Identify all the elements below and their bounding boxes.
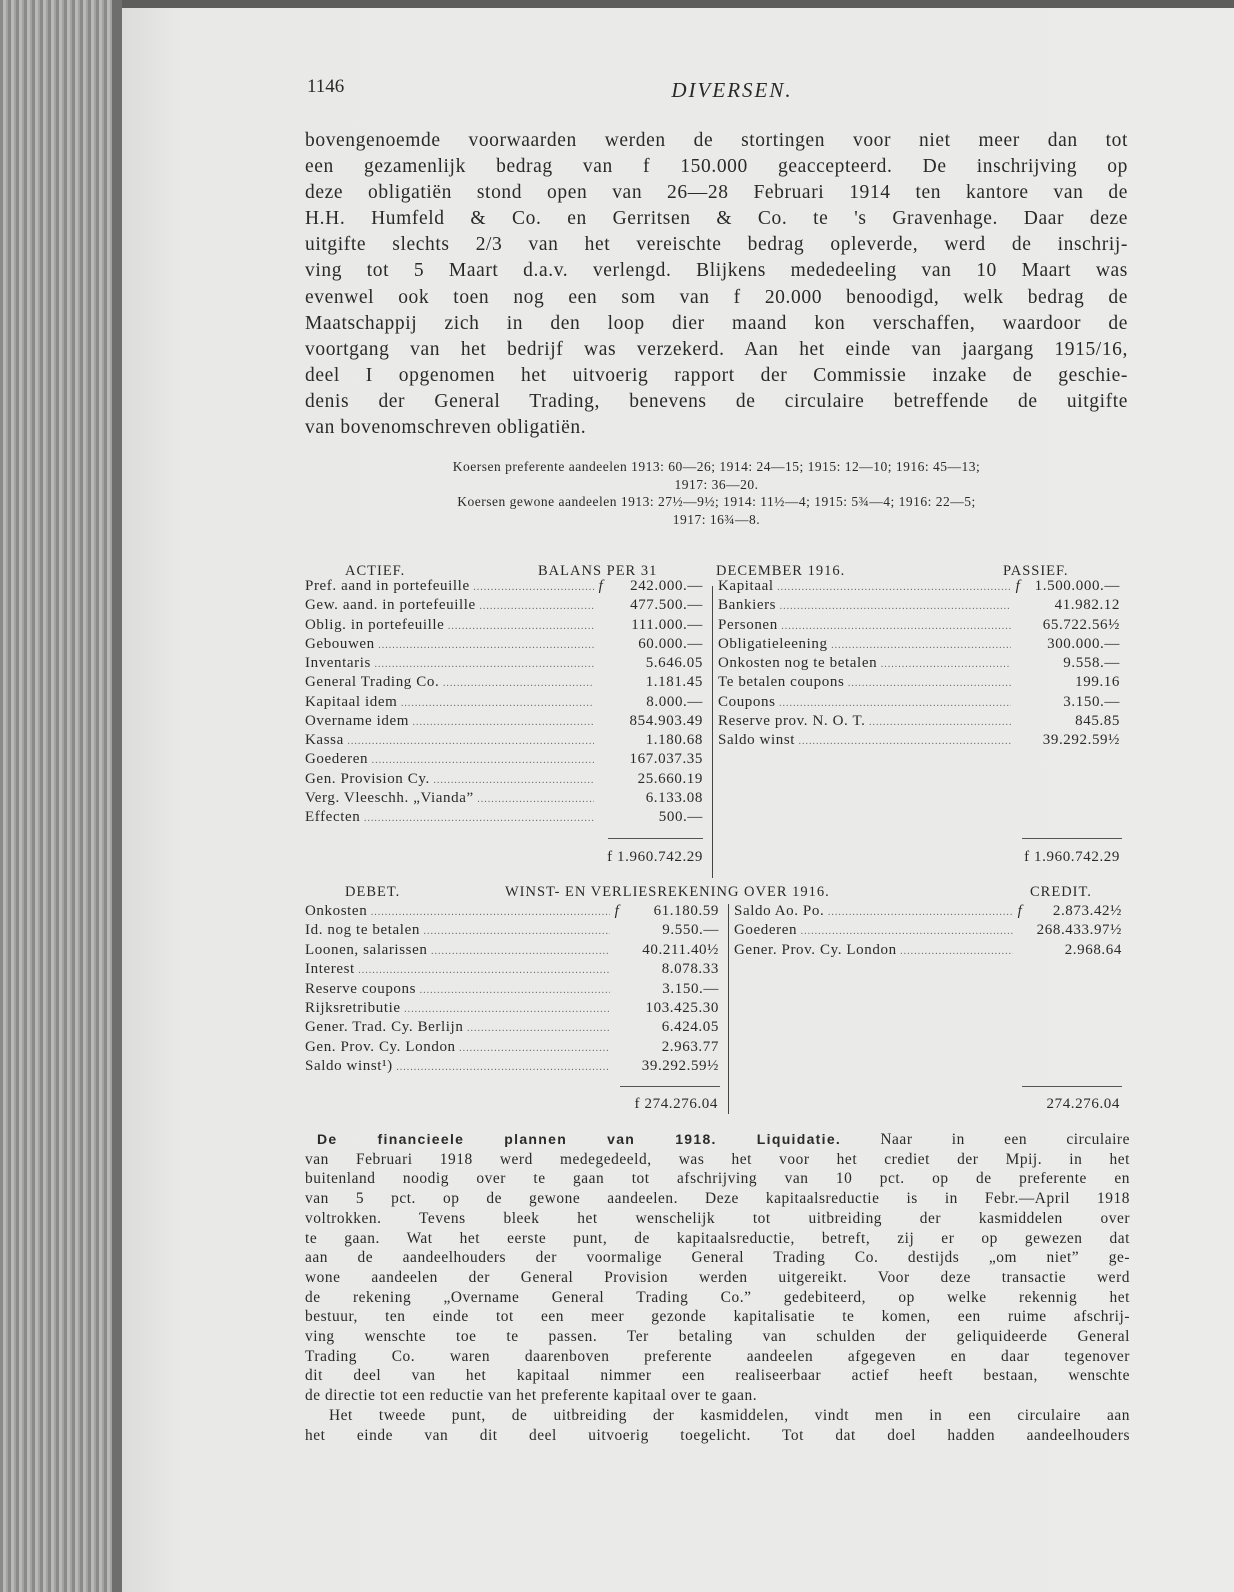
text-line: te gaan. Wat het eerste punt, de kapitaalsreductie, betreft, zij er op gewezen dat [305, 1229, 1130, 1247]
table-row [718, 597, 1120, 616]
row-label: Goederen ..... [305, 751, 594, 768]
text-line: Trading Co. waren daarenboven preferente aandeelen afgegeven en daar tegenover [305, 1347, 1130, 1365]
row-amount: 242.000.— [630, 578, 703, 594]
row-amount: 845.85 [1075, 712, 1120, 729]
debet-total: f 274.276.04 [634, 1096, 718, 1112]
table-row [718, 655, 1120, 674]
row-amount: 2.968.64 [1064, 941, 1122, 958]
row-amount: 2.963.77 [661, 1038, 719, 1055]
row-label: Effecten ..... [305, 809, 594, 826]
table-row [718, 713, 1120, 732]
row-amount: 5.646.05 [645, 655, 703, 671]
row-label: Loonen, salarissen ..... [305, 942, 610, 959]
paragraph-liquidatie [305, 1130, 1130, 1445]
row-amount: 8.000.— [646, 693, 703, 710]
table-row [718, 694, 1120, 713]
row-amount: 103.425.30 [645, 1000, 719, 1016]
row-label: Kassa ..... [305, 732, 594, 749]
text-line: deel I opgenomen het uitvoerig rapport der Commissie inzake de geschie- [305, 364, 1128, 386]
row-label: Onkosten nog te betalen ..... [718, 655, 1011, 672]
row-amount: 1.180.68 [645, 732, 703, 748]
table-row [718, 617, 1120, 636]
text-line: ving wenschte toe te passen. Ter betaling van schulden der geliquideerde General [305, 1328, 1130, 1346]
paragraph-obligaties [305, 128, 1128, 441]
debet-header: DEBET. [345, 884, 401, 900]
row-amount: 6.424.05 [661, 1019, 719, 1036]
row-amount: 268.433.97½ [1036, 922, 1122, 939]
row-label: Interest ..... [305, 961, 610, 978]
text-line: voortgang van het bedrijf was verzekerd. Aan het einde van jaargang 1915/16, [305, 338, 1128, 360]
row-amount: 60.000.— [638, 635, 703, 652]
currency-symbol: f [1015, 578, 1021, 594]
row-label: Verg. Vleeschh. „Vianda” ..... [305, 790, 594, 807]
row-label: Id. nog te betalen ..... [305, 922, 610, 939]
row-amount: 61.180.59 [653, 903, 719, 919]
row-amount: 167.037.35 [629, 751, 703, 768]
table-row [305, 655, 703, 674]
row-amount: 500.— [658, 809, 703, 825]
table-row [305, 903, 719, 922]
text-line: van Februari 1918 werd medegedeeld, was het voor het crediet der Mpij. in het [305, 1150, 1130, 1168]
text-fragment: Naar in een circulaire [880, 1131, 1130, 1148]
row-amount: 9.550.— [662, 922, 719, 939]
share-prices-note [305, 458, 1128, 528]
row-amount: 40.211.40½ [642, 941, 719, 958]
table-row [305, 636, 703, 655]
actief-header: ACTIEF. [345, 563, 406, 579]
text-line: bestuur, ten einde tot een meer gezonde kapitalisatie te komen, een ruime afschrij- [305, 1308, 1130, 1326]
text-line: de rekening „Overname General Trading Co.” gedebiteerd, op welke rekennig het [305, 1288, 1130, 1306]
row-amount: 1.500.000.— [1034, 578, 1120, 594]
row-amount: 854.903.49 [629, 712, 703, 729]
balance-title-left: BALANS PER 31 [538, 563, 658, 579]
row-label: Gen. Prov. Cy. London ..... [305, 1039, 610, 1056]
column-divider [728, 904, 729, 1114]
row-label: General Trading Co. ..... [305, 674, 594, 691]
table-row [305, 981, 719, 1000]
table-row [305, 942, 719, 961]
row-label: Saldo winst ..... [718, 732, 1011, 749]
row-amount: 477.500.— [630, 597, 703, 614]
table-row [734, 922, 1122, 941]
table-row [305, 1000, 719, 1019]
text-line: Het tweede punt, de uitbreiding der kasmiddelen, vindt men in een circulaire aan [329, 1406, 1130, 1424]
table-row [305, 1019, 719, 1038]
row-label: Obligatieleening ..... [718, 636, 1011, 653]
credit-header: CREDIT. [1030, 884, 1092, 900]
table-row [305, 694, 703, 713]
table-row [734, 942, 1122, 961]
text-line: H.H. Humfeld & Co. en Gerritsen & Co. te 's Gravenhage. Daar deze [305, 208, 1128, 230]
currency-symbol: f [598, 578, 604, 594]
column-divider [712, 586, 713, 878]
row-label: Te betalen coupons ..... [718, 674, 1011, 691]
row-label: Saldo Ao. Po. ..... [734, 903, 1013, 920]
row-amount: 199.16 [1075, 674, 1120, 691]
row-label: Pref. aand in portefeuille ..... [305, 578, 594, 595]
share-price-line: Koersen gewone aandeelen 1913: 27½—9½; 1914: 11½—4; 1915: 5¾—4; 1916: 22—5; [457, 494, 976, 509]
row-label: Gew. aand. in portefeuille ..... [305, 597, 594, 614]
table-row [305, 597, 703, 616]
share-price-line: 1917: 36—20. [674, 476, 759, 492]
row-amount: 9.558.— [1063, 655, 1120, 671]
row-label: Coupons ..... [718, 694, 1011, 711]
table-row [305, 732, 703, 751]
row-amount: 41.982.12 [1054, 597, 1120, 614]
table-row [734, 903, 1122, 922]
table-row [305, 961, 719, 980]
row-label: Saldo winst¹) ..... [305, 1058, 610, 1075]
row-amount: 8.078.33 [661, 961, 719, 978]
row-amount: 25.660.19 [637, 770, 703, 787]
row-amount: 111.000.— [631, 616, 703, 633]
table-row [305, 578, 703, 597]
running-title: DIVERSEN. [671, 78, 793, 102]
table-row [305, 790, 703, 809]
row-label: Goederen ..... [734, 922, 1013, 939]
row-label: Overname idem ..... [305, 713, 594, 730]
table-row [718, 674, 1120, 693]
currency-symbol: f [1017, 903, 1023, 919]
text-line: evenwel ook toen nog een som van f 20.000 benoodigd, welk bedrag de [305, 286, 1128, 308]
text-line: Maatschappij zich in den loop dier maand kon verschaffen, waardoor de [305, 312, 1128, 334]
table-row [305, 713, 703, 732]
row-amount: 39.292.59½ [641, 1058, 719, 1075]
table-row [305, 674, 703, 693]
row-amount: 2.873.42½ [1052, 903, 1122, 919]
text-line: aan de aandeelhouders der voormalige General Trading Co. destijds „om niet” ge- [305, 1249, 1130, 1267]
row-label: Gebouwen ..... [305, 636, 594, 653]
text-line: ving tot 5 Maart d.a.v. verlengd. Blijkens mededeeling van 10 Maart was [305, 260, 1128, 282]
table-row [305, 771, 703, 790]
text-line: deze obligatiën stond open van 26—28 Februari 1914 ten kantore van de [305, 182, 1128, 204]
passief-header: PASSIEF. [1003, 563, 1069, 579]
row-amount: 3.150.— [662, 980, 719, 997]
total-rule [608, 838, 703, 839]
table-row [305, 617, 703, 636]
profit-loss-title: WINST- EN VERLIESREKENING OVER 1916. [505, 884, 830, 900]
row-label: Onkosten ..... [305, 903, 610, 920]
text-line: wone aandeelen der General Provision werden uitgereikt. Voor deze transactie werd [305, 1268, 1130, 1286]
total-rule [620, 1086, 720, 1087]
table-row [718, 578, 1120, 597]
text-line: denis der General Trading, benevens de circulaire betreffende de uitgifte [305, 390, 1128, 412]
text-line: de directie tot een reductie van het preferente kapitaal over te gaan. [305, 1387, 758, 1405]
table-row [305, 809, 703, 828]
table-row [305, 1058, 719, 1077]
row-amount: 39.292.59½ [1042, 732, 1120, 748]
text-line: uitgifte slechts 2/3 van het vereischte bedrag opleverde, werd de inschrij- [305, 234, 1128, 256]
row-amount: 65.722.56½ [1042, 616, 1120, 633]
row-label: Rijksretributie ..... [305, 1000, 610, 1017]
scan-top-border [0, 0, 1234, 8]
table-row [305, 751, 703, 770]
row-label: Inventaris ..... [305, 655, 594, 672]
balance-title-right: DECEMBER 1916. [716, 563, 846, 579]
table-row [305, 1039, 719, 1058]
table-row [718, 732, 1120, 751]
text-line: van 5 pct. op de gewone aandeelen. Deze kapitaalsreductie is in Febr.—April 1918 [305, 1190, 1130, 1208]
row-amount: 300.000.— [1047, 635, 1120, 652]
text-line: dit deel van het kapitaal nimmer een realiseerbaar actief heeft bestaan, wenschte [305, 1367, 1130, 1385]
row-label: Reserve prov. N. O. T. ..... [718, 713, 1011, 730]
text-line: van bovenomschreven obligatiën. [305, 417, 587, 439]
text-line: een gezamenlijk bedrag van f 150.000 geaccepteerd. De inschrijving op [305, 156, 1128, 178]
text-line: voltrokken. Tevens bleek het wenschelijk tot uitbreiding der kasmiddelen over [305, 1209, 1130, 1227]
text-line: het einde van dit deel uitvoerig toegelicht. Tot dat doel hadden aandeelhouders [305, 1426, 1130, 1444]
currency-symbol: f [614, 903, 620, 919]
table-row [305, 922, 719, 941]
row-label: Personen ..... [718, 617, 1011, 634]
passief-total: f 1.960.742.29 [1024, 849, 1120, 865]
text-line: bovengenoemde voorwaarden werden de stortingen voor niet meer dan tot [305, 130, 1128, 151]
row-label: Gener. Prov. Cy. London ..... [734, 942, 1013, 959]
share-price-line: Koersen preferente aandeelen 1913: 60—26; 1914: 24—15; 1915: 12—10; 1916: 45—13; [452, 459, 981, 474]
row-label: Kapitaal ..... [718, 578, 1011, 595]
row-amount: 1.181.45 [645, 674, 703, 691]
actief-total: f 1.960.742.29 [607, 849, 703, 865]
book-page-edges [0, 0, 122, 1592]
total-rule [1022, 838, 1122, 839]
text-line: buitenland noodig over te gaan tot afschrijving van 10 pct. op de preferente en [305, 1170, 1130, 1188]
credit-total: 274.276.04 [1046, 1096, 1120, 1112]
total-rule [1022, 1086, 1122, 1087]
share-price-line: 1917: 16¾—8. [672, 511, 761, 527]
row-amount: 3.150.— [1063, 693, 1120, 710]
row-label: Kapitaal idem ..... [305, 694, 594, 711]
row-label: Oblig. in portefeuille ..... [305, 617, 594, 634]
row-amount: 6.133.08 [645, 789, 703, 806]
table-row [718, 636, 1120, 655]
row-label: Reserve coupons ..... [305, 981, 610, 998]
text-line [305, 1130, 1130, 1150]
section-heading: De financieele plannen van 1918. Liquidatie. [317, 1131, 842, 1147]
row-label: Gener. Trad. Cy. Berlijn ..... [305, 1019, 610, 1036]
page-number: 1146 [307, 76, 345, 97]
row-label: Gen. Provision Cy. ..... [305, 771, 594, 788]
row-label: Bankiers ..... [718, 597, 1011, 614]
